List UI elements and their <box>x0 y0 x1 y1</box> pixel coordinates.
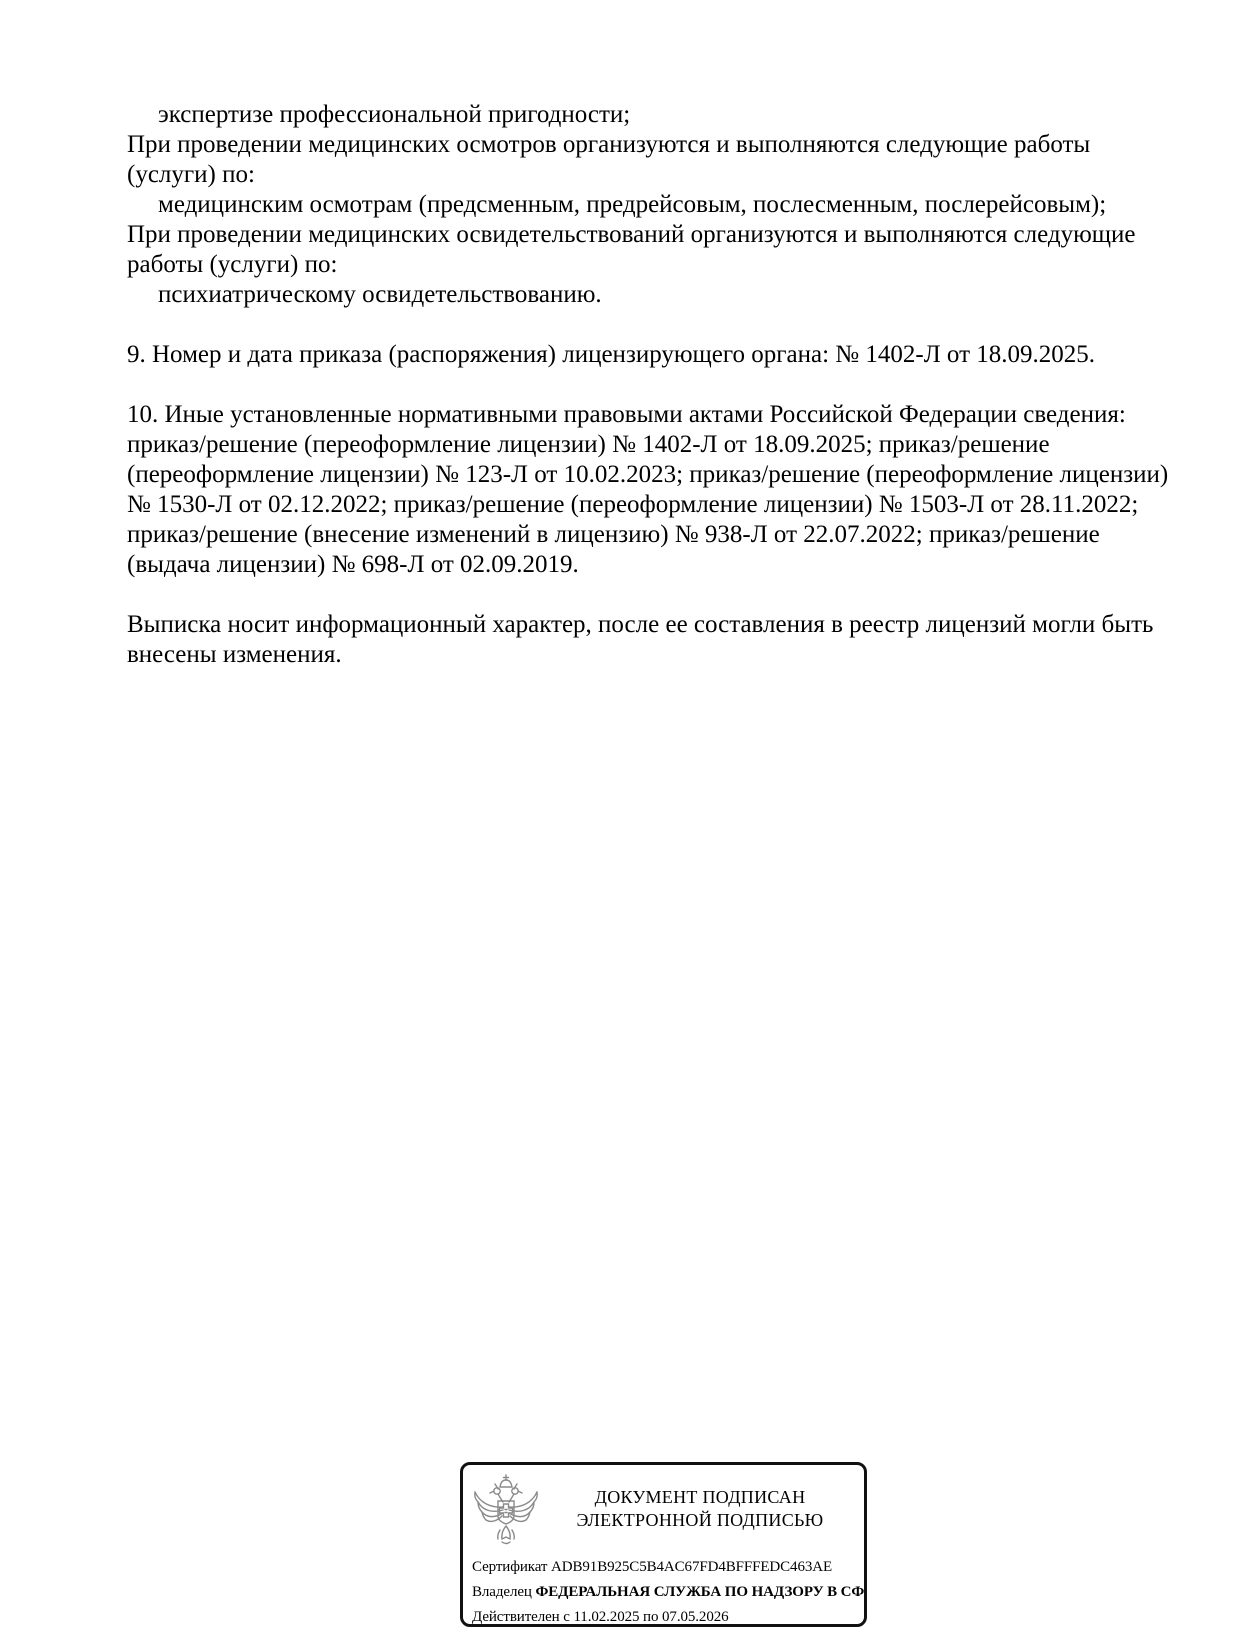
electronic-signature-stamp <box>460 1462 867 1627</box>
document-line: При проведении медицинских освидетельствований организуются и выполняются следующие <box>127 221 1136 248</box>
document-line-item10: 10. Иные установленные нормативными правовыми актами Российской Федерации сведения: <box>127 401 1126 428</box>
stamp-title-block <box>540 1474 860 1532</box>
document-line: работы (услуги) по: <box>127 251 338 278</box>
document-line: медицинским осмотрам (предсменным, предрейсовым, послесменным, послерейсовым); <box>158 191 1107 218</box>
document-line: (переоформление лицензии) № 123-Л от 10.02.2023; приказ/решение (переоформление лицензии) <box>127 461 1169 488</box>
roszdravnadzor-eagle-emblem-icon <box>472 1474 540 1548</box>
paragraph-gap <box>127 580 1147 610</box>
document-line: психиатрическому освидетельствованию. <box>158 281 602 308</box>
stamp-header-row <box>463 1465 864 1547</box>
document-line: (услуги) по: <box>127 161 255 188</box>
document-line: Выписка носит информационный характер, после ее составления в реестр лицензий могли быть <box>127 611 1154 638</box>
document-line: внесены изменения. <box>127 641 342 668</box>
stamp-title-line1: ДОКУМЕНТ ПОДПИСАН <box>594 1487 806 1507</box>
owner-value: ФЕДЕРАЛЬНАЯ СЛУЖБА ПО НАДЗОРУ В СФ <box>535 1584 864 1600</box>
document-line: экспертизе профессиональной пригодности; <box>158 101 631 128</box>
stamp-validity-line: Действителен с 11.02.2025 по 07.05.2026 <box>472 1609 729 1625</box>
stamp-certificate-line <box>472 1555 864 1580</box>
certificate-value: ADB91B925C5B4AC67FD4BFFFEDC463AE <box>551 1559 833 1575</box>
stamp-title-line2: ЭЛЕКТРОННОЙ ПОДПИСЬЮ <box>576 1510 824 1530</box>
stamp-details <box>463 1547 864 1627</box>
paragraph-gap <box>127 370 1147 400</box>
paragraph-gap <box>127 310 1147 340</box>
certificate-label: Сертификат <box>472 1559 548 1575</box>
owner-label: Владелец <box>472 1584 532 1600</box>
document-line: № 1530-Л от 02.12.2022; приказ/решение (переоформление лицензии) № 1503-Л от 28.11.2022; <box>127 491 1139 518</box>
document-line: При проведении медицинских осмотров организуются и выполняются следующие работы <box>127 131 1091 158</box>
document-line: приказ/решение (переоформление лицензии) № 1402-Л от 18.09.2025; приказ/решение <box>127 431 1050 458</box>
stamp-owner-line <box>472 1580 864 1605</box>
document-text-block <box>127 100 1169 670</box>
document-line: приказ/решение (внесение изменений в лицензию) № 938-Л от 22.07.2022; приказ/решение <box>127 521 1100 548</box>
document-line: (выдача лицензии) № 698-Л от 02.09.2019. <box>127 551 579 578</box>
document-line-item9: 9. Номер и дата приказа (распоряжения) лицензирующего органа: № 1402-Л от 18.09.2025. <box>127 341 1096 368</box>
